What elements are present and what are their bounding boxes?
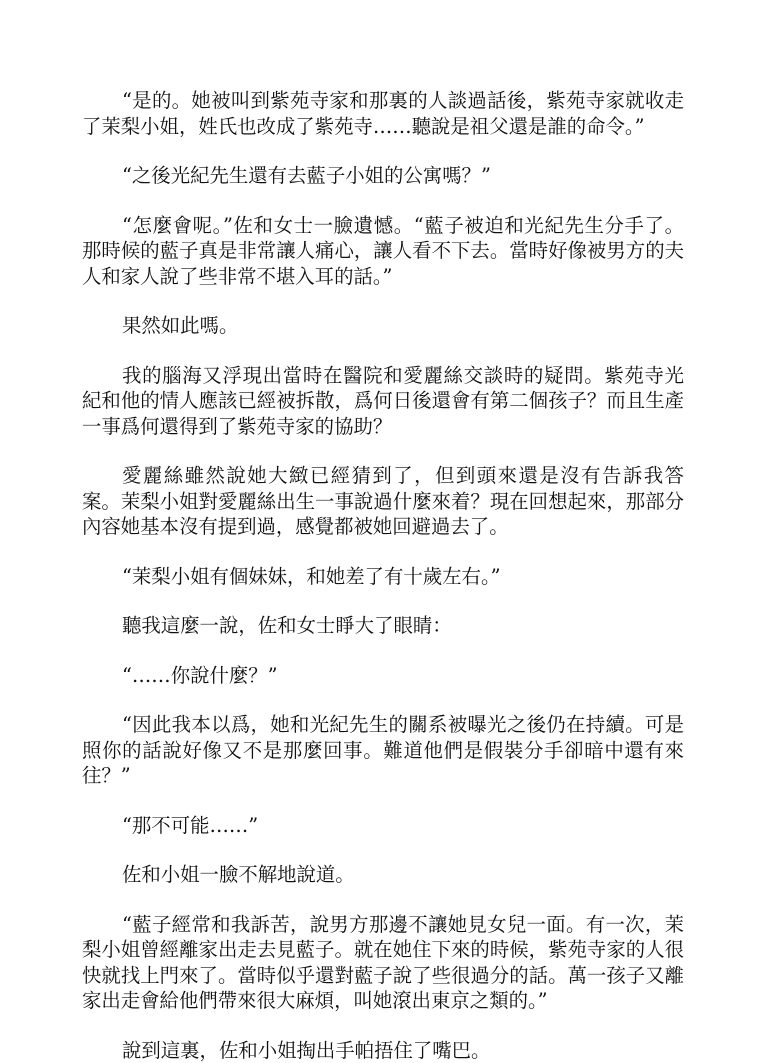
paragraph: 佐和小姐一臉不解地說道。	[82, 862, 684, 888]
paragraph: “……你說什麼？”	[82, 663, 684, 689]
paragraph: 聽我這麼一說，佐和女士睜大了眼睛：	[82, 613, 684, 639]
paragraph: 愛麗絲雖然說她大緻已經猜到了，但到頭來還是沒有告訴我答案。茉梨小姐對愛麗絲出生一事說過什麼來着？現在回想起來，那部分內容她基本沒有提到過，感覺都被她回避過去了。	[82, 463, 684, 540]
paragraph: 我的腦海又浮現出當時在醫院和愛麗絲交談時的疑問。紫苑寺光紀和他的情人應該已經被拆散，爲何日後還會有第二個孩子？而且生產一事爲何還得到了紫苑寺家的協助？	[82, 363, 684, 440]
paragraph: 說到這裏，佐和小姐掏出手帕捂住了嘴巴。	[82, 1038, 684, 1063]
paragraph: “因此我本以爲，她和光紀先生的關系被曝光之後仍在持續。可是照你的話說好像又不是那麼回事。難道他們是假裝分手卻暗中還有來往？”	[82, 712, 684, 789]
paragraph: “藍子經常和我訴苦，說男方那邊不讓她見女兒一面。有一次，茉梨小姐曾經離家出走去見藍子。就在她住下來的時候，紫苑寺家的人很快就找上門來了。當時似乎還對藍子說了些很過分的話。萬一孩子又離家出走會給他們帶來很大麻煩，叫她滾出東京之類的。”	[82, 912, 684, 1014]
paragraph: “怎麼會呢。”佐和女士一臉遺憾。“藍子被迫和光紀先生分手了。那時候的藍子真是非常讓人痛心，讓人看不下去。當時好像被男方的夫人和家人說了些非常不堪入耳的話。”	[82, 213, 684, 290]
paragraph: “之後光紀先生還有去藍子小姐的公寓嗎？”	[82, 163, 684, 189]
paragraph: “茉梨小姐有個妹妹，和她差了有十歲左右。”	[82, 564, 684, 590]
paragraph: “那不可能……”	[82, 813, 684, 839]
paragraph: “是的。她被叫到紫苑寺家和那裏的人談過話後，紫苑寺家就收走了茉梨小姐，姓氏也改成了紫苑寺……聽說是祖父還是誰的命令。”	[82, 88, 684, 139]
document-page	[82, 88, 684, 1063]
paragraph: 果然如此嗎。	[82, 313, 684, 339]
